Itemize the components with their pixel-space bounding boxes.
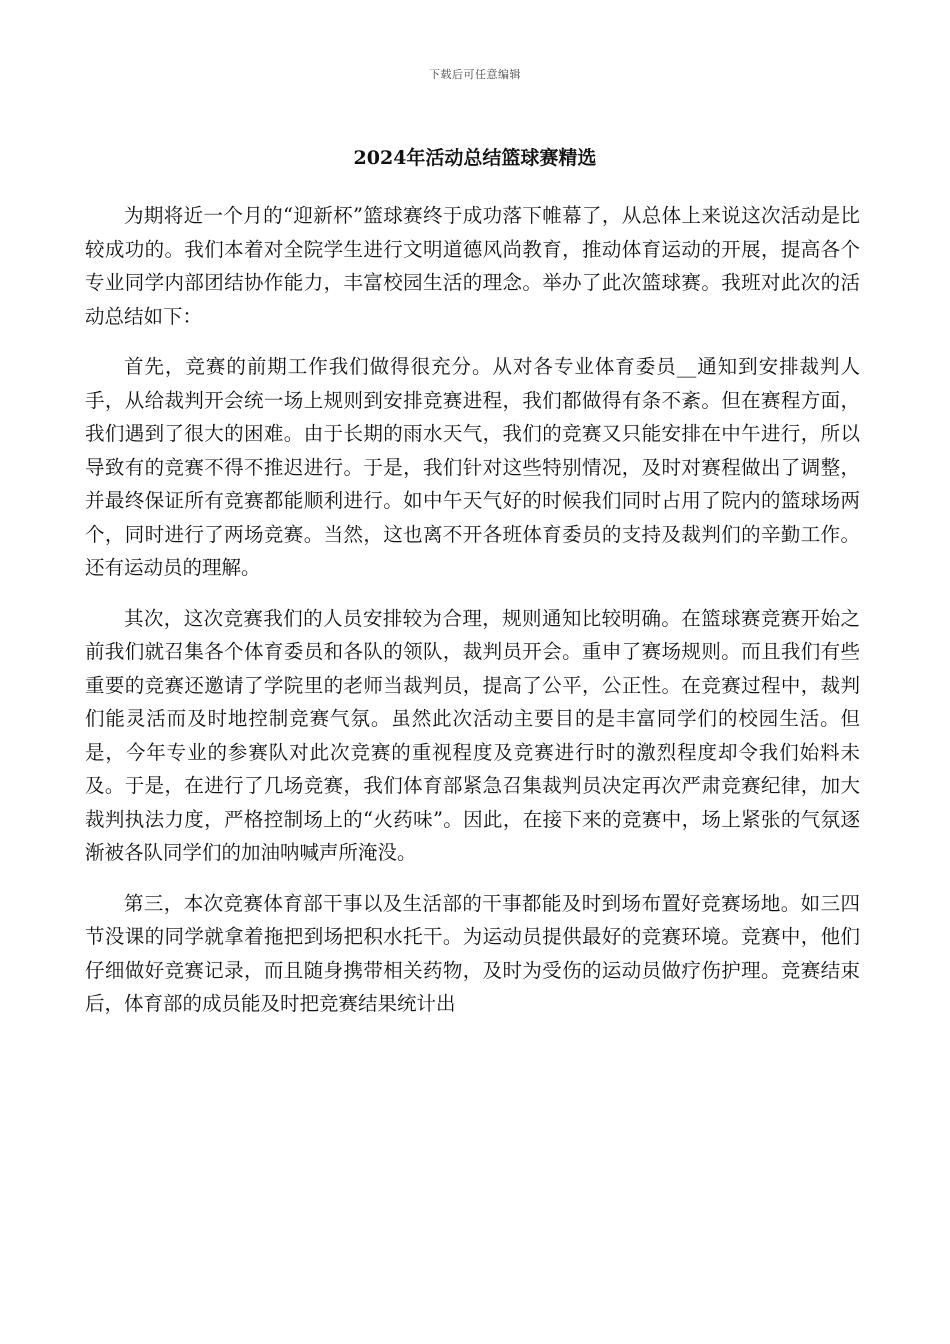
header-note: 下载后可任意编辑 xyxy=(429,68,521,81)
document-title: 2024年活动总结篮球赛精选 xyxy=(353,147,597,169)
document-body xyxy=(85,199,860,1038)
paragraph: 第三，本次竞赛体育部干事以及生活部的干事都能及时到场布置好竞赛场地。如三四节没课的同学就拿着拖把到场把积水托干。为运动员提供最好的竞赛环境。竞赛中，他们仔细做好竞赛记录，而且随身携带相关药物，及时为受伤的运动员做疗伤护理。竞赛结束后，体育部的成员能及时把竞赛结果统计出 xyxy=(85,891,860,1015)
paragraph: 首先，竞赛的前期工作我们做得很充分。从对各专业体育委员__通知到安排裁判人手，从给裁判开会统一场上规则到安排竞赛进程，我们都做得有条不紊。但在赛程方面，我们遇到了很大的困难。由于长期的雨水天气，我们的竞赛又只能安排在中午进行，所以导致有的竞赛不得不推迟进行。于是，我们针对这些特别情况，及时对赛程做出了调整，并最终保证所有竞赛都能顺利进行。如中午天气好的时候我们同时占用了院内的篮球场两个，同时进行了两场竞赛。当然，这也离不开各班体育委员的支持及裁判们的辛勤工作。还有运动员的理解。 xyxy=(85,355,860,579)
paragraph: 为期将近一个月的“迎新杯”篮球赛终于成功落下帷幕了，从总体上来说这次活动是比较成功的。我们本着对全院学生进行文明道德风尚教育，推动体育运动的开展，提高各个专业同学内部团结协作能力，丰富校园生活的理念。举办了此次篮球赛。我班对此次的活动总结如下： xyxy=(85,204,860,328)
paragraph: 其次，这次竞赛我们的人员安排较为合理，规则通知比较明确。在篮球赛竞赛开始之前我们就召集各个体育委员和各队的领队，裁判员开会。重申了赛场规则。而且我们有些重要的竞赛还邀请了学院里的老师当裁判员，提高了公平，公正性。在竞赛过程中，裁判们能灵活而及时地控制竞赛气氛。虽然此次活动主要目的是丰富同学们的校园生活。但是，今年专业的参赛队对此次竞赛的重视程度及竞赛进行时的激烈程度却令我们始料未及。于是，在进行了几场竞赛，我们体育部紧急召集裁判员决定再次严肃竞赛纪律，加大裁判执法力度，严格控制场上的“火药味”。因此，在接下来的竞赛中，场上紧张的气氛逐渐被各队同学们的加油呐喊声所淹没。 xyxy=(85,606,860,864)
